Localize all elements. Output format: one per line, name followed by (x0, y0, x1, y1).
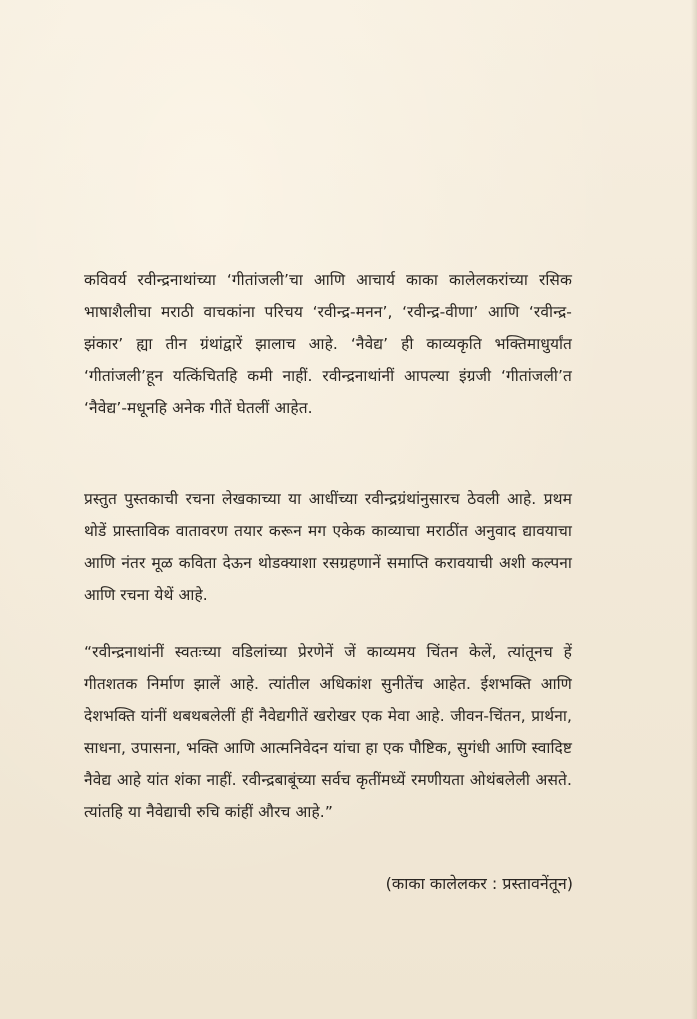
paragraph-intro: कविवर्य रवीन्द्रनाथांच्या ‘गीतांजली’चा आणि आचार्य काका कालेलकरांच्या रसिक भाषाशैलीचा मराठी वाचकांना परिचय ‘रवीन्द्र-मनन’, ‘रवीन्द्र-वीणा’ आणि ‘रवीन्द्र-झंकार’ ह्या तीन ग्रंथांद्वारें झालाच आहे. ‘नैवेद्य’ ही काव्यकृति भक्तिमाधुर्यांत ‘गीतांजली’हून यत्किंचितहि कमी नाहीं. रवीन्द्रनाथांनीं आपल्या इंग्रजी ‘गीतांजली’त ‘नैवेद्य’-मधूनहि अनेक गीतें घेतलीं आहेत. (84, 270, 572, 417)
paragraph-quote: “रवीन्द्रनाथांनीं स्वतःच्या वडिलांच्या प्रेरणेनें जें काव्यमय चिंतन केलें, त्यांतूनच हें गीतशतक निर्माण झालें आहे. त्यांतील अधिकांश सुनीतेंच आहेत. ईशभक्ति आणि देशभक्ति यांनीं थबथबलेलीं हीं नैवेद्यगीतें खरोखर एक मेवा आहे. जीवन-चिंतन, प्रार्थना, साधना, उपासना, भक्ति आणि आत्मनिवेदन यांचा हा एक पौष्टिक, सुगंधी आणि स्वादिष्ट नैवेद्य आहे यांत शंका नाहीं. रवीन्द्रबाबूंच्या सर्वच कृतींमध्यें रमणीयता ओथंबलेली असते. त्यांतहि या नैवेद्याची रुचि कांहीं औरच आहे.” (84, 642, 572, 821)
page-edge-shadow (691, 0, 697, 1019)
quote-attribution: (काका कालेलकर : प्रस्तावनेंतून) (385, 874, 573, 893)
paragraph-structure: प्रस्तुत पुस्तकाची रचना लेखकाच्या या आधींच्या रवीन्द्रग्रंथांनुसारच ठेवली आहे. प्रथम थोडें प्रास्ताविक वातावरण तयार करून मग एकेक काव्याचा मराठींत अनुवाद द्यावयाचा आणि नंतर मूळ कविता देऊन थोडक्याशा रसग्रहणानें समाप्ति करावयाची अशी कल्पना आणि रचना येथें आहे. (84, 489, 572, 604)
